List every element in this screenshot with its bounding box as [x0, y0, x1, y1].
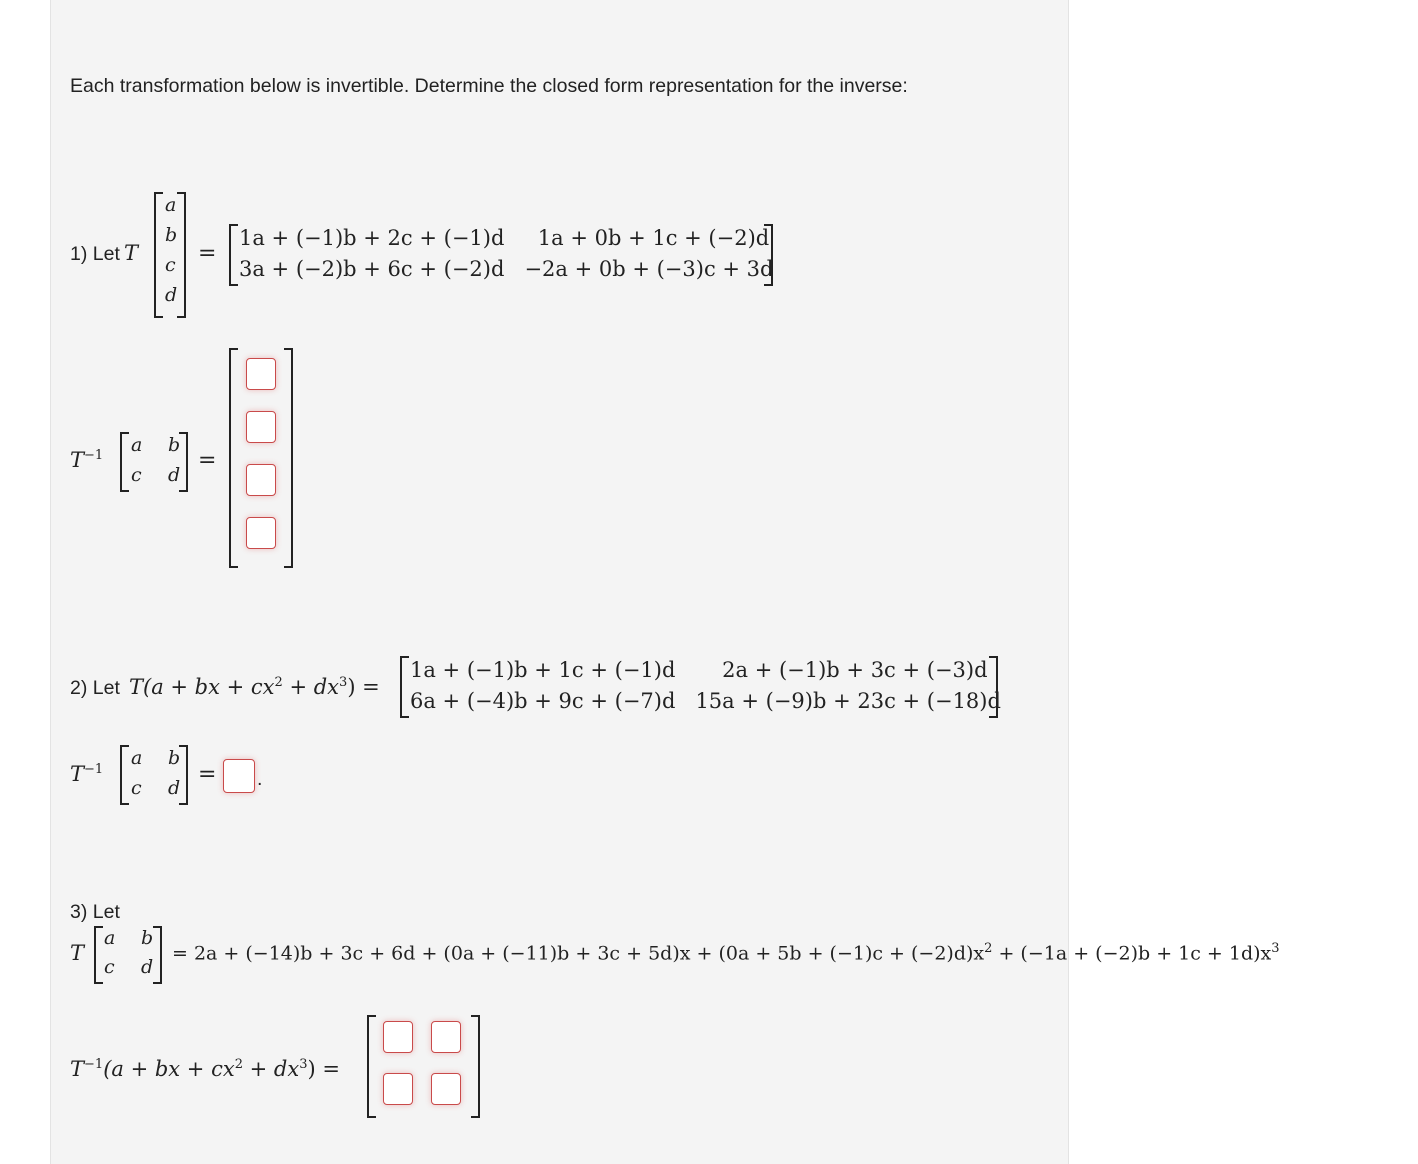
- p3-mat-a: a: [104, 927, 116, 949]
- p3-mat-d: d: [141, 956, 154, 978]
- p2-answer-input[interactable]: [223, 759, 255, 793]
- p2-trailing-period: .: [257, 768, 263, 790]
- question-intro: Each transformation below is invertible. Determine the closed form representation for the inverse:: [70, 75, 908, 97]
- p1-T-symbol: T: [124, 241, 139, 265]
- p2-mat-a: a: [131, 747, 143, 769]
- p1-input-vector: [154, 192, 186, 318]
- p1-answer-input-1[interactable]: [246, 358, 276, 390]
- p1-output-matrix: [229, 224, 773, 286]
- p1-answer-vector: [229, 348, 293, 568]
- p1-inverse-symbol: $T^{-1}$: [70, 448, 104, 472]
- p3-mat-b: b: [141, 927, 154, 949]
- p3-answer-input-b[interactable]: [431, 1021, 461, 1053]
- p1-vec-c: c: [165, 254, 176, 276]
- p1-answer-input-4[interactable]: [246, 517, 276, 549]
- p1-mat-d: d: [168, 464, 181, 486]
- p3-answer-input-c[interactable]: [383, 1073, 413, 1105]
- p1-vec-b: b: [165, 224, 178, 246]
- p3-answer-input-a[interactable]: [383, 1021, 413, 1053]
- p1-label: 1) Let: [70, 243, 120, 265]
- p3-label: 3) Let: [70, 901, 120, 923]
- p2-matrix-row2: 6a + (−4)b + 9c + (−7)d 15a + (−9)b + 23c + (−18)d: [410, 689, 1001, 713]
- p1-mat-b: b: [168, 434, 181, 456]
- p1-equals: =: [198, 241, 217, 266]
- p1-answer-input-3[interactable]: [246, 464, 276, 496]
- p1-answer-input-2[interactable]: [246, 411, 276, 443]
- p1-vec-d: d: [165, 284, 178, 306]
- p1-matrix-row1: 1a + (−1)b + 2c + (−1)d 1a + 0b + 1c + (−2)d: [239, 226, 770, 250]
- p2-inverse-equals: =: [198, 762, 217, 787]
- p3-mat-c: c: [104, 956, 115, 978]
- question-panel: [50, 0, 1069, 1164]
- p3-inverse-lhs: $T^{-1}(a$ + bx + $cx^2 + dx^3$) =: [70, 1057, 340, 1081]
- p2-matrix-row1: 1a + (−1)b + 1c + (−1)d 2a + (−1)b + 3c + (−3)d: [410, 658, 988, 682]
- p3-rhs: = $2a + (-14)b + 3c + 6d + (0a + (-11)b + 3c + 5d)x + (0a + 5b + (-1)c + (-2)d)x^2 + (-1a + (-2)b + 1c + 1d)x^3$: [172, 941, 1280, 965]
- p2-mat-c: c: [131, 777, 142, 799]
- p2-mat-d: d: [168, 777, 181, 799]
- p3-answer-matrix: [367, 1015, 480, 1118]
- p3-input-matrix: [94, 926, 162, 984]
- p2-lhs: T(a + bx + $cx^2 + dx^3$) =: [129, 675, 380, 699]
- p2-output-matrix: [400, 656, 1001, 718]
- p1-vec-a: a: [165, 194, 177, 216]
- p1-inverse-matrix-arg: [120, 432, 188, 492]
- p2-inverse-symbol: $T^{-1}$: [70, 762, 104, 786]
- p3-T-symbol: T: [70, 941, 85, 965]
- p1-matrix-row2: 3a + (−2)b + 6c + (−2)d −2a + 0b + (−3)c + 3d: [239, 257, 774, 281]
- p1-mat-c: c: [131, 464, 142, 486]
- p2-label: 2) Let: [70, 677, 120, 699]
- p1-inverse-equals: =: [198, 448, 217, 473]
- p3-answer-input-d[interactable]: [431, 1073, 461, 1105]
- p2-mat-b: b: [168, 747, 181, 769]
- p1-mat-a: a: [131, 434, 143, 456]
- p2-inverse-matrix-arg: [120, 745, 188, 805]
